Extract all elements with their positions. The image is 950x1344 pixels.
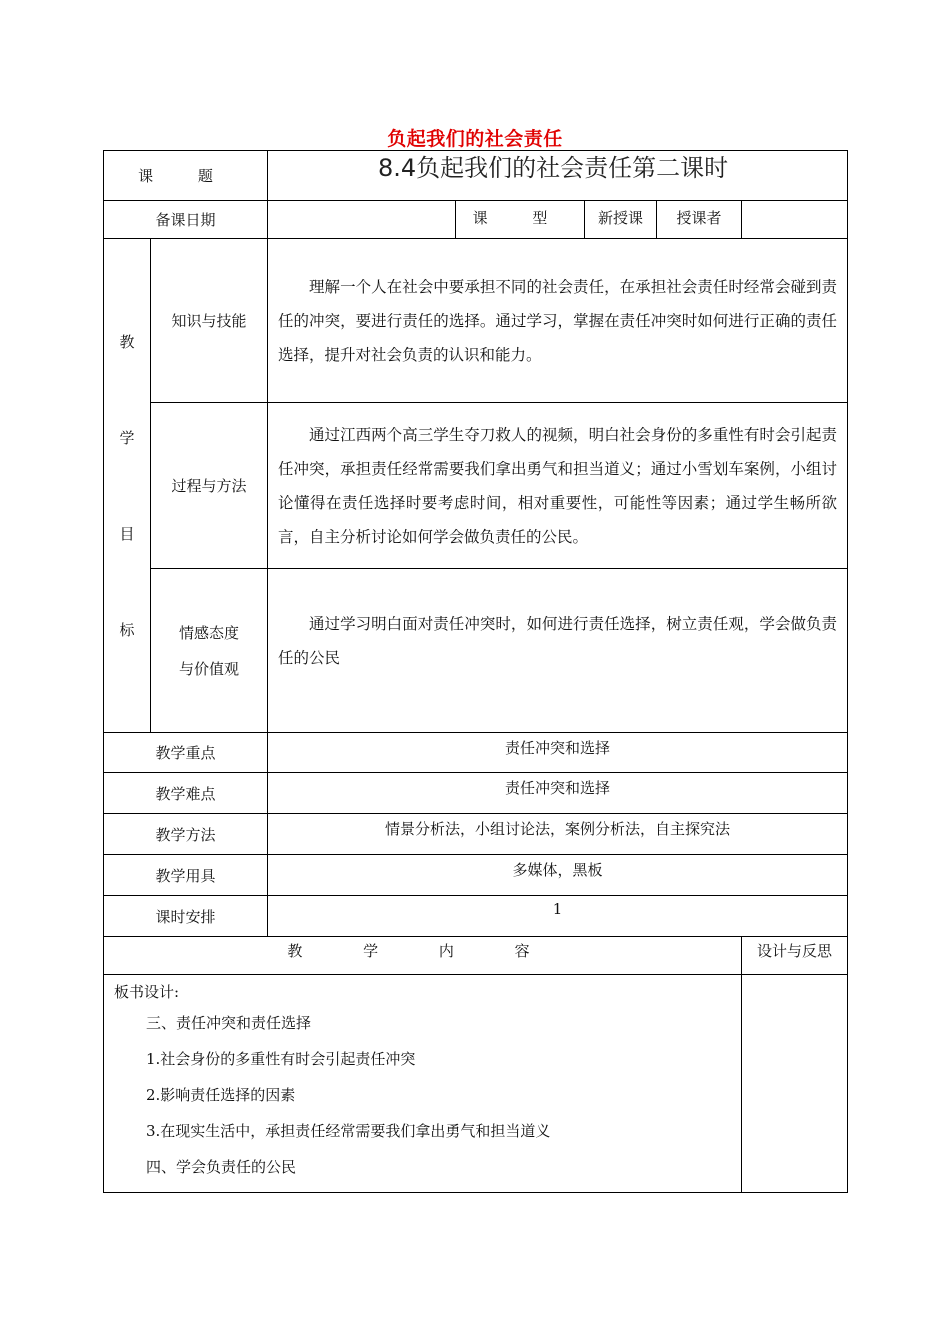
key-point-value: 责任冲突和选择 xyxy=(268,733,848,773)
objective-text-knowledge: 理解一个人在社会中要承担不同的社会责任，在承担社会责任时经常会碰到责任的冲突，要进行责任的选择。通过学习，掌握在责任冲突时如何进行正确的责任选择，提升对社会负责的认识和能力。 xyxy=(268,239,848,403)
difficulty-value: 责任冲突和选择 xyxy=(268,773,848,814)
tools-label: 教学用具 xyxy=(104,855,268,896)
key-point-row xyxy=(104,733,848,773)
schedule-value: 1 xyxy=(268,896,848,937)
difficulty-label: 教学难点 xyxy=(104,773,268,814)
schedule-label: 课时安排 xyxy=(104,896,268,937)
difficulty-row xyxy=(104,773,848,814)
lesson-title: 8.4负起我们的社会责任第二课时 xyxy=(378,154,729,182)
objective-text-process: 通过江西两个高三学生夺刀救人的视频，明白社会身份的多重性有时会引起责任冲突，承担责任经常需要我们拿出勇气和担当道义；通过小雪划车案例，小组讨论懂得在责任选择时要考虑时间，相对重要性，可能性等因素；通过学生畅所欲言，自主分析讨论如何学会做负责任的公民。 xyxy=(268,403,848,569)
board-line: 四、学会负责任的公民 xyxy=(146,1158,297,1176)
objectives-group-label: 教 学 目 标 xyxy=(104,239,151,733)
method-value: 情景分析法，小组讨论法，案例分析法，自主探究法 xyxy=(268,814,848,855)
objective-text-attitude: 通过学习明白面对责任冲突时，如何进行责任选择，树立责任观，学会做负责任的公民 xyxy=(268,569,848,733)
content-header-right: 设计与反思 xyxy=(742,937,848,975)
board-line: 三、责任冲突和责任选择 xyxy=(146,1014,312,1032)
tools-value: 多媒体，黑板 xyxy=(268,855,848,896)
objective-label-process: 过程与方法 xyxy=(151,403,268,569)
board-line: 3.在现实生活中，承担责任经常需要我们拿出勇气和担当道义 xyxy=(146,1122,551,1140)
schedule-row xyxy=(104,896,848,937)
reflection-cell xyxy=(742,975,848,1193)
content-header-row xyxy=(104,937,848,975)
lesson-plan-table xyxy=(103,150,848,1193)
date-value xyxy=(268,201,456,239)
teacher-label: 授课者 xyxy=(657,201,742,239)
objective-row-attitude xyxy=(104,569,848,733)
topic-label: 课 题 xyxy=(104,151,268,201)
objective-label-knowledge: 知识与技能 xyxy=(151,239,268,403)
objective-row-process xyxy=(104,403,848,569)
type-label: 课 型 xyxy=(456,201,585,239)
objective-label-attitude: 情感态度 与价值观 xyxy=(151,569,268,733)
document-title: 负起我们的社会责任 xyxy=(387,128,563,150)
method-row xyxy=(104,814,848,855)
board-line: 2.影响责任选择的因素 xyxy=(146,1086,296,1104)
board-design-row xyxy=(104,975,848,1193)
date-row xyxy=(104,201,848,239)
board-design xyxy=(104,975,742,1193)
objective-row-knowledge xyxy=(104,239,848,403)
tools-row xyxy=(104,855,848,896)
type-value: 新授课 xyxy=(585,201,657,239)
method-label: 教学方法 xyxy=(104,814,268,855)
board-title: 板书设计: xyxy=(114,983,180,1001)
key-point-label: 教学重点 xyxy=(104,733,268,773)
content-header-left: 教 学 内 容 xyxy=(104,937,742,975)
teacher-value xyxy=(742,201,848,239)
date-label: 备课日期 xyxy=(104,201,268,239)
board-line: 1.社会身份的多重性有时会引起责任冲突 xyxy=(146,1050,416,1068)
